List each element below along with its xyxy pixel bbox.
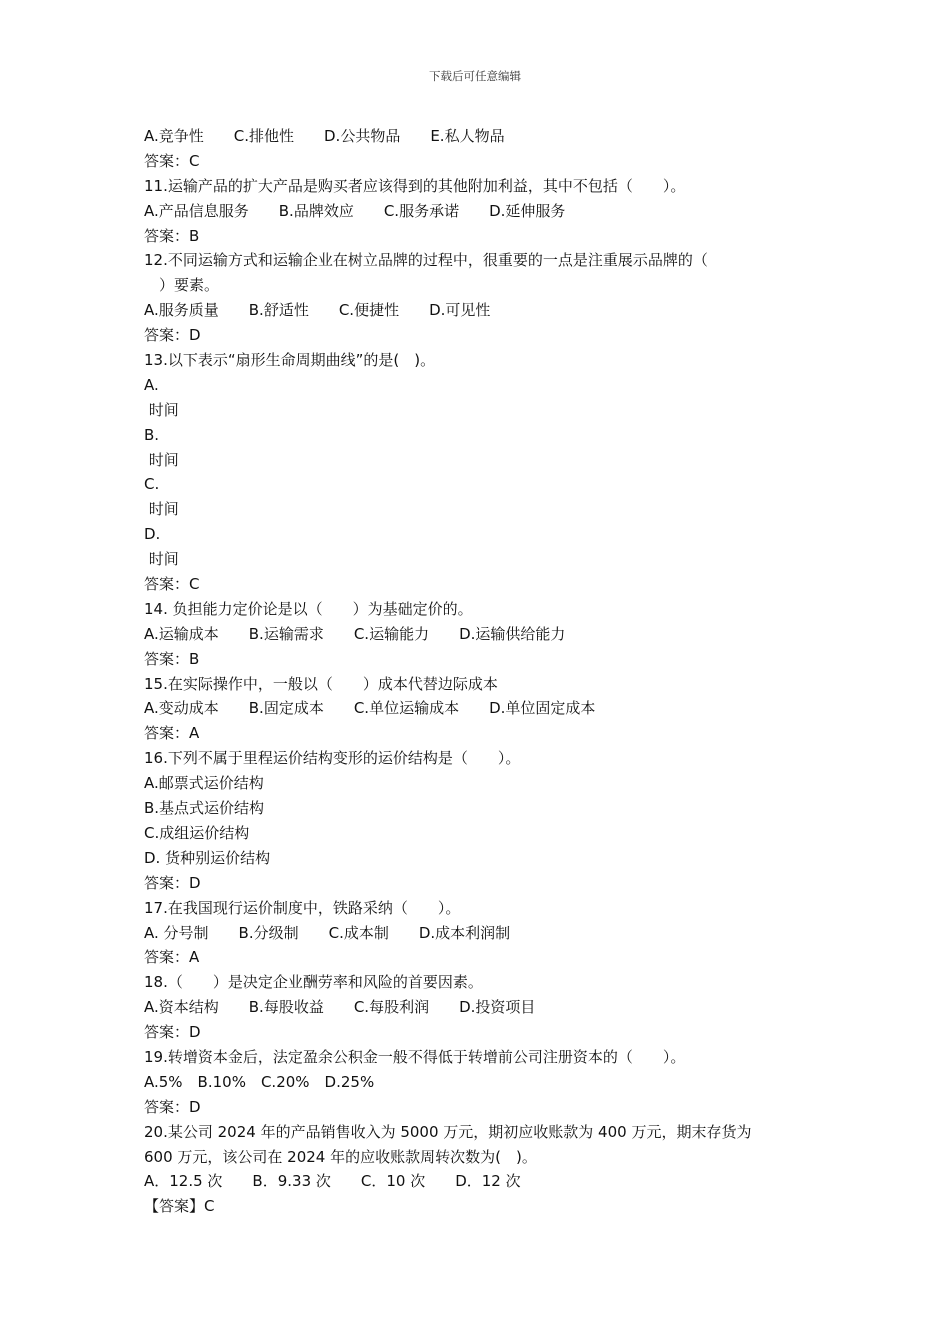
question-11: 11.运输产品的扩大产品是购买者应该得到的其他附加利益，其中不包括（ ）。 [144, 176, 686, 195]
question-18: 18.（ ）是决定企业酬劳率和风险的首要因素。 [144, 973, 483, 992]
answer-line: 【答案】C [144, 1197, 215, 1216]
question-12-continued: ）要素。 [144, 276, 220, 295]
option-line: B.基点式运价结构 [144, 799, 265, 818]
question-16: 16.下列不属于里程运价结构变形的运价结构是（ ）。 [144, 749, 521, 768]
question-19: 19.转增资本金后，法定盈余公积金一般不得低于转增前公司注册资本的（ ）。 [144, 1047, 686, 1066]
question-14: 14. 负担能力定价论是以（ ）为基础定价的。 [144, 599, 473, 618]
question-20-continued: 600 万元，该公司在 2024 年的应收账款周转次数为( )。 [144, 1147, 537, 1166]
document-body [144, 124, 814, 1219]
question-20: 20.某公司 2024 年的产品销售收入为 5000 万元，期初应收账款为 400 万元，期末存货为 [144, 1122, 752, 1141]
option-line: A.资本结构 B.每股收益 C.每股利润 D.投资项目 [144, 998, 536, 1017]
option-line: A.产品信息服务 B.品牌效应 C.服务承诺 D.延伸服务 [144, 201, 566, 220]
figure-axis-label: 时间 [144, 550, 179, 569]
answer-line: 答案：B [144, 649, 200, 668]
question-15: 15.在实际操作中，一般以（ ）成本代替边际成本 [144, 674, 498, 693]
option-line: A.邮票式运价结构 [144, 774, 264, 793]
option-label: D. [144, 525, 161, 544]
answer-line: 答案：D [144, 326, 201, 345]
answer-line: 答案：C [144, 575, 200, 594]
question-17: 17.在我国现行运价制度中，铁路采纳（ ）。 [144, 898, 461, 917]
answer-line: 答案：B [144, 226, 200, 245]
figure-axis-label: 时间 [144, 500, 179, 519]
option-label: C. [144, 475, 160, 494]
option-line: A.竞争性 C.排他性 D.公共物品 E.私人物品 [144, 127, 505, 145]
option-line: A.5% B.10% C.20% D.25% [144, 1072, 375, 1091]
answer-line: 答案：A [144, 724, 200, 743]
option-line: A．12.5 次 B．9.33 次 C．10 次 D．12 次 [144, 1172, 521, 1191]
option-line: A.运输成本 B.运输需求 C.运输能力 D.运输供给能力 [144, 624, 566, 643]
figure-axis-label: 时间 [144, 400, 179, 419]
option-line: A.变动成本 B.固定成本 C.单位运输成本 D.单位固定成本 [144, 699, 596, 718]
answer-line: 答案：D [144, 1097, 201, 1116]
question-13: 13.以下表示“扇形生命周期曲线”的是( )。 [144, 351, 436, 370]
option-line: A. 分号制 B.分级制 C.成本制 D.成本利润制 [144, 923, 511, 942]
question-12: 12.不同运输方式和运输企业在树立品牌的过程中，很重要的一点是注重展示品牌的（ [144, 251, 708, 270]
option-line: D. 货种别运价结构 [144, 848, 271, 867]
option-line: A.服务质量 B.舒适性 C.便捷性 D.可见性 [144, 301, 491, 320]
answer-line: 答案：C [144, 151, 200, 170]
option-label: B. [144, 425, 160, 444]
answer-line: 答案：D [144, 873, 201, 892]
page-header: 下载后可任意编辑 [429, 69, 521, 83]
figure-axis-label: 时间 [144, 450, 179, 469]
answer-line: 答案：A [144, 948, 200, 967]
option-line: C.成组运价结构 [144, 823, 250, 842]
option-label: A. [144, 375, 159, 394]
answer-line: 答案：D [144, 1023, 201, 1042]
